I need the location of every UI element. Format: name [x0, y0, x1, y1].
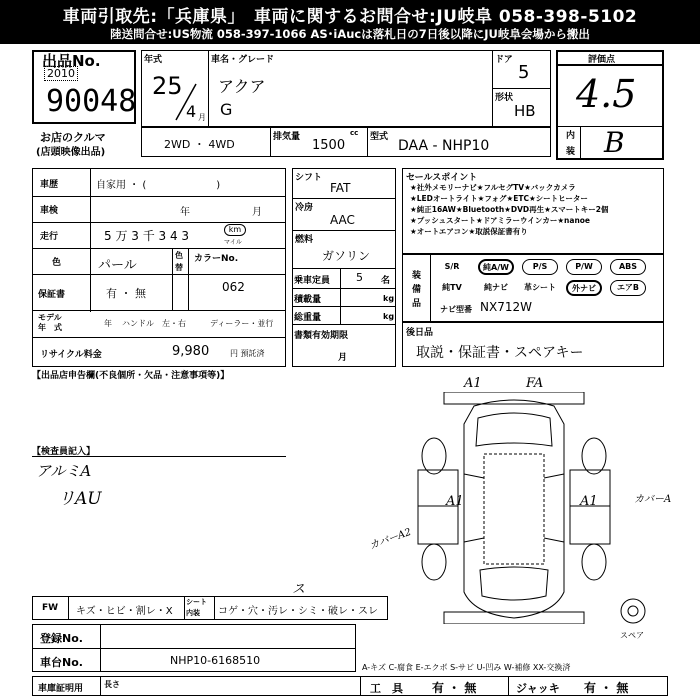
shop-sub: (店頭映像出品)	[36, 147, 106, 158]
eq-pw: P/W	[566, 259, 602, 275]
dealer-value: ディーラー・並行	[210, 319, 274, 328]
navi-model: NX712W	[480, 300, 532, 314]
eq-ps: P/S	[522, 259, 558, 275]
sales-line-5: ★オートエアコン★取説保証書有り	[410, 227, 528, 236]
jack-label: ジャッキ	[516, 682, 560, 695]
spare-label: スペア	[620, 631, 644, 640]
weight-unit: kg	[383, 312, 395, 321]
interior-grade: B	[604, 126, 625, 159]
inspection-year: 年	[180, 207, 190, 218]
history-value: 自家用 ・ ( )	[96, 180, 221, 191]
shift-value: FAT	[330, 181, 351, 195]
diag-top-left: A1	[464, 376, 482, 391]
color-no-value: 062	[222, 280, 245, 294]
recycle-value: 9,980	[172, 344, 210, 359]
equipment-label-2: 備	[412, 285, 422, 295]
load-unit: kg	[383, 294, 395, 303]
shop-label: お店のクルマ	[40, 131, 106, 144]
chassis-label: 車台No.	[40, 656, 83, 669]
mileage-unit2: マイル	[224, 239, 242, 246]
condition-handwritten: ス	[292, 582, 306, 597]
after-value: 取説・保証書・スペアキー	[416, 345, 584, 361]
diag-left: A1	[446, 494, 464, 509]
model-year-label-1: モデル	[38, 313, 62, 322]
color-label: 色	[52, 258, 62, 268]
eq-sr: S/R	[444, 262, 460, 271]
month-value: 4	[186, 102, 197, 121]
lot-label: 出品No.	[42, 52, 101, 70]
model-year-label-2: 年 式	[38, 323, 62, 332]
inspection-month: 月	[252, 207, 262, 218]
color-no-label: カラーNo.	[194, 254, 239, 264]
ac-label: 冷房	[295, 203, 314, 213]
door-label: ドア	[495, 55, 513, 65]
color-change-2: 替	[175, 263, 183, 272]
equipment-label-1: 装	[412, 271, 422, 281]
sales-points-label: セールスポイント	[406, 173, 478, 183]
interior-label-2: 装	[566, 147, 576, 157]
weight-label: 総重量	[294, 313, 322, 323]
rating-label: 評価点	[588, 55, 616, 65]
seats-label: 乗車定員	[294, 276, 331, 286]
car-grade: G	[220, 100, 233, 119]
eq-tv: 純TV	[442, 283, 462, 292]
body-value: HB	[514, 102, 536, 120]
color-value: パール	[98, 258, 137, 273]
recycle-label: リサイクル料金	[40, 350, 102, 360]
eq-navi: 純ナビ	[484, 283, 508, 292]
door-value: 5	[518, 62, 530, 83]
sales-line-4: ★プッシュスタート★ドアミラーウインカー★nanoe	[410, 216, 591, 225]
warranty-label: 保証書	[38, 290, 66, 300]
damage-legend: A-キズ C-腐食 E-エクボ S-サビ U-凹み W-補修 XX-交換済	[362, 663, 571, 672]
shift-label: シフト	[295, 173, 323, 183]
seats-value: 5	[356, 271, 363, 284]
model-value: DAA - NHP10	[398, 138, 490, 154]
interior-cond-label-1: シート	[186, 598, 207, 606]
disp-unit: cc	[350, 129, 359, 137]
jack-value: 有 ・ 無	[584, 681, 629, 695]
eq-alloy: 純A/W	[478, 259, 514, 275]
sales-line-1: ★社外メモリーナビ★フルセグTV★バックカメラ	[410, 183, 576, 192]
recycle-unit: 円 預託済	[230, 349, 265, 358]
diag-left-note: カバーA2	[368, 526, 413, 553]
sales-line-3: ★純正16AW★Bluetooth★DVD再生★スマートキー2個	[410, 205, 609, 214]
navi-label: ナビ型番	[440, 305, 472, 314]
mileage-label: 走行	[40, 232, 59, 242]
disp-value: 1500	[312, 138, 346, 153]
doc-unit: 月	[338, 353, 348, 363]
mileage-unit: km	[224, 224, 246, 236]
lot-number: 90048	[46, 84, 137, 119]
mileage-value: 5 万 3 千 3 4 3	[104, 229, 190, 243]
diag-right: A1	[580, 494, 598, 509]
garage-cert-label: 車庫証明用	[38, 684, 84, 694]
seats-unit: 名	[381, 276, 391, 286]
car-name: アクア	[218, 77, 266, 96]
warranty-value: 有 ・ 無	[106, 287, 146, 300]
fw-label: FW	[42, 603, 59, 613]
disp-label: 排気量	[273, 132, 301, 142]
sales-line-2: ★LEDオートライト★フォグ★ETC★シートヒーター	[410, 194, 588, 203]
interior-cond-label-2: 内装	[186, 609, 200, 617]
ac-value: AAC	[330, 213, 355, 227]
header-shipping: 陸送問合せ:US物流 058-397-1066 AS･iAucは落札日の7日後以降にJU岐阜会場から搬出	[110, 27, 590, 41]
eq-ext-navi: 外ナビ	[566, 280, 602, 296]
body-label: 形状	[495, 93, 514, 103]
model-label: 型式	[370, 132, 389, 142]
doc-label: 書類有効期限	[294, 331, 349, 341]
inspector-note-2: リAU	[58, 489, 102, 509]
lot-year-tag: 2010	[44, 66, 78, 81]
eq-airbag: エアB	[610, 280, 646, 296]
equipment-label-3: 品	[412, 299, 422, 309]
interior-label-1: 内	[566, 131, 576, 141]
inspection-label: 車検	[40, 206, 59, 216]
load-label: 積載量	[294, 295, 322, 305]
fuel-label: 燃料	[295, 235, 314, 245]
inspector-note-1: アルミA	[36, 462, 92, 480]
drive-value: 2WD ・ 4WD	[164, 138, 235, 151]
spare-tire-icon	[618, 596, 648, 626]
interior-cond-items: コゲ・穴・汚レ・シミ・破レ・スレ	[218, 606, 378, 617]
diag-right-note: カバーA	[634, 494, 672, 505]
diag-top-right: FA	[526, 376, 544, 391]
rating-score: 4.5	[576, 72, 637, 116]
garage-cert-sub: 長さ	[104, 680, 120, 689]
fw-items: キズ・ヒビ・割レ・X	[76, 606, 173, 617]
after-label: 後日品	[406, 328, 434, 338]
name-label: 車名・グレード	[211, 55, 275, 65]
eq-leather: 革シート	[524, 283, 556, 292]
chassis-value: NHP10-6168510	[170, 654, 261, 667]
month-unit: 月	[198, 113, 206, 122]
seller-notes-label: 【出品店申告欄(不良個所・欠品・注意事項等)】	[32, 371, 230, 381]
reg-label: 登録No.	[40, 632, 83, 645]
model-year-unit: 年	[104, 319, 112, 328]
eq-abs: ABS	[610, 259, 646, 275]
tools-value: 有 ・ 無	[432, 681, 477, 695]
handle-value: ハンドル 左・右	[122, 319, 186, 328]
header-contact: 車両引取先:「兵庫県」 車両に関するお問合せ:JU岐阜 058-398-5102	[62, 7, 638, 27]
year-value: 25	[152, 72, 183, 100]
inspector-label: 【検査員記入】	[32, 447, 96, 457]
fuel-value: ガソリン	[322, 249, 371, 263]
garage-row	[32, 676, 668, 696]
tools-label: 工 具	[370, 682, 403, 695]
history-label: 車歴	[40, 180, 59, 190]
color-change-1: 色	[175, 251, 183, 260]
year-label: 年式	[144, 55, 163, 65]
